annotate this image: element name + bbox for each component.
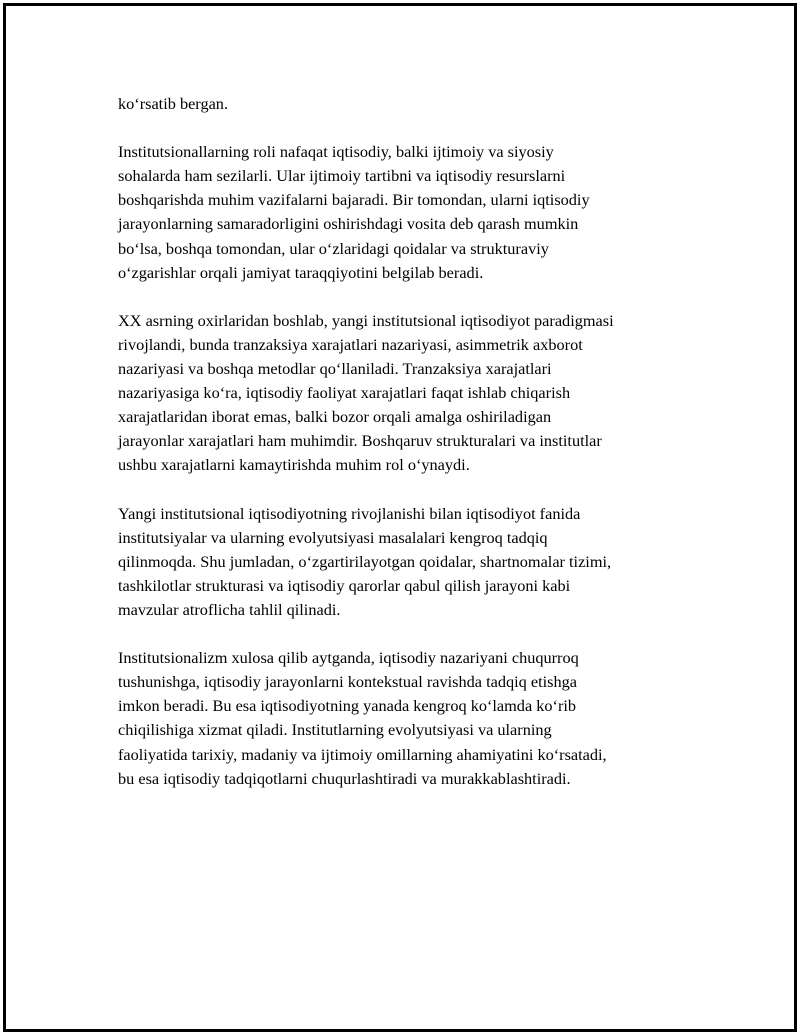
text-line: bu esa iqtisodiy tadqiqotlarni chuqurlashtiradi va murakkablashtiradi. bbox=[118, 768, 571, 788]
text-line: imkon beradi. Bu esa iqtisodiyotning yanada kengroq koʻlamda koʻrib bbox=[118, 696, 577, 716]
text-line: boshqarishda muhim vazifalarni bajaradi. Bir tomondan, ularni iqtisodiy bbox=[118, 190, 590, 210]
paragraph-4 bbox=[118, 502, 693, 622]
text-line: sohalarda ham sezilarli. Ular ijtimoiy tartibni va iqtisodiy resurslarni bbox=[118, 166, 566, 186]
text-line: oʻzgarishlar orqali jamiyat taraqqiyotini belgilab beradi. bbox=[118, 262, 484, 282]
text-line: mavzular atroflicha tahlil qilinadi. bbox=[118, 599, 341, 619]
text-line: nazariyasiga koʻra, iqtisodiy faoliyat xarajatlari faqat ishlab chiqarish bbox=[118, 383, 571, 403]
text-line: qilinmoqda. Shu jumladan, oʻzgartirilayotgan qoidalar, shartnomalar tizimi, bbox=[118, 551, 612, 571]
paragraph-1 bbox=[118, 92, 693, 116]
text-line: nazariyasi va boshqa metodlar qoʻllaniladi. Tranzaksiya xarajatlari bbox=[118, 359, 552, 379]
text-line: jarayonlar xarajatlari ham muhimdir. Boshqaruv strukturalari va institutlar bbox=[118, 431, 602, 451]
paragraph-2 bbox=[118, 140, 693, 285]
text-line: tashkilotlar strukturasi va iqtisodiy qarorlar qabul qilish jarayoni kabi bbox=[118, 575, 571, 595]
text-line: tushunishga, iqtisodiy jarayonlarni kontekstual ravishda tadqiq etishga bbox=[118, 672, 577, 692]
document-body bbox=[118, 92, 693, 815]
text-line: xarajatlaridan iborat emas, balki bozor orqali amalga oshiriladigan bbox=[118, 407, 552, 427]
text-line: chiqilishiga xizmat qiladi. Institutlarning evolyutsiyasi va ularning bbox=[118, 720, 552, 740]
text-line: XX asrning oxirlaridan boshlab, yangi institutsional iqtisodiyot paradigmasi bbox=[118, 310, 614, 330]
text-line: rivojlandi, bunda tranzaksiya xarajatlari nazariyasi, asimmetrik axborot bbox=[118, 334, 583, 354]
text-line: jarayonlarning samaradorligini oshirishdagi vosita deb qarash mumkin bbox=[118, 214, 579, 234]
paragraph-5 bbox=[118, 646, 693, 791]
text-line: koʻrsatib bergan. bbox=[118, 94, 229, 113]
text-line: Institutsionallarning roli nafaqat iqtisodiy, balki ijtimoiy va siyosiy bbox=[118, 142, 554, 162]
text-line: institutsiyalar va ularning evolyutsiyasi masalalari kengroq tadqiq bbox=[118, 527, 548, 547]
text-line: faoliyatida tarixiy, madaniy va ijtimoiy omillarning ahamiyatini koʻrsatadi, bbox=[118, 744, 607, 764]
text-line: Institutsionalizm xulosa qilib aytganda, iqtisodiy nazariyani chuqurroq bbox=[118, 648, 579, 668]
text-line: boʻlsa, boshqa tomondan, ular oʻzlaridagi qoidalar va strukturaviy bbox=[118, 238, 549, 258]
text-line: Yangi institutsional iqtisodiyotning rivojlanishi bilan iqtisodiyot fanida bbox=[118, 503, 581, 523]
paragraph-3 bbox=[118, 309, 693, 478]
text-line: ushbu xarajatlarni kamaytirishda muhim rol oʻynaydi. bbox=[118, 455, 470, 475]
